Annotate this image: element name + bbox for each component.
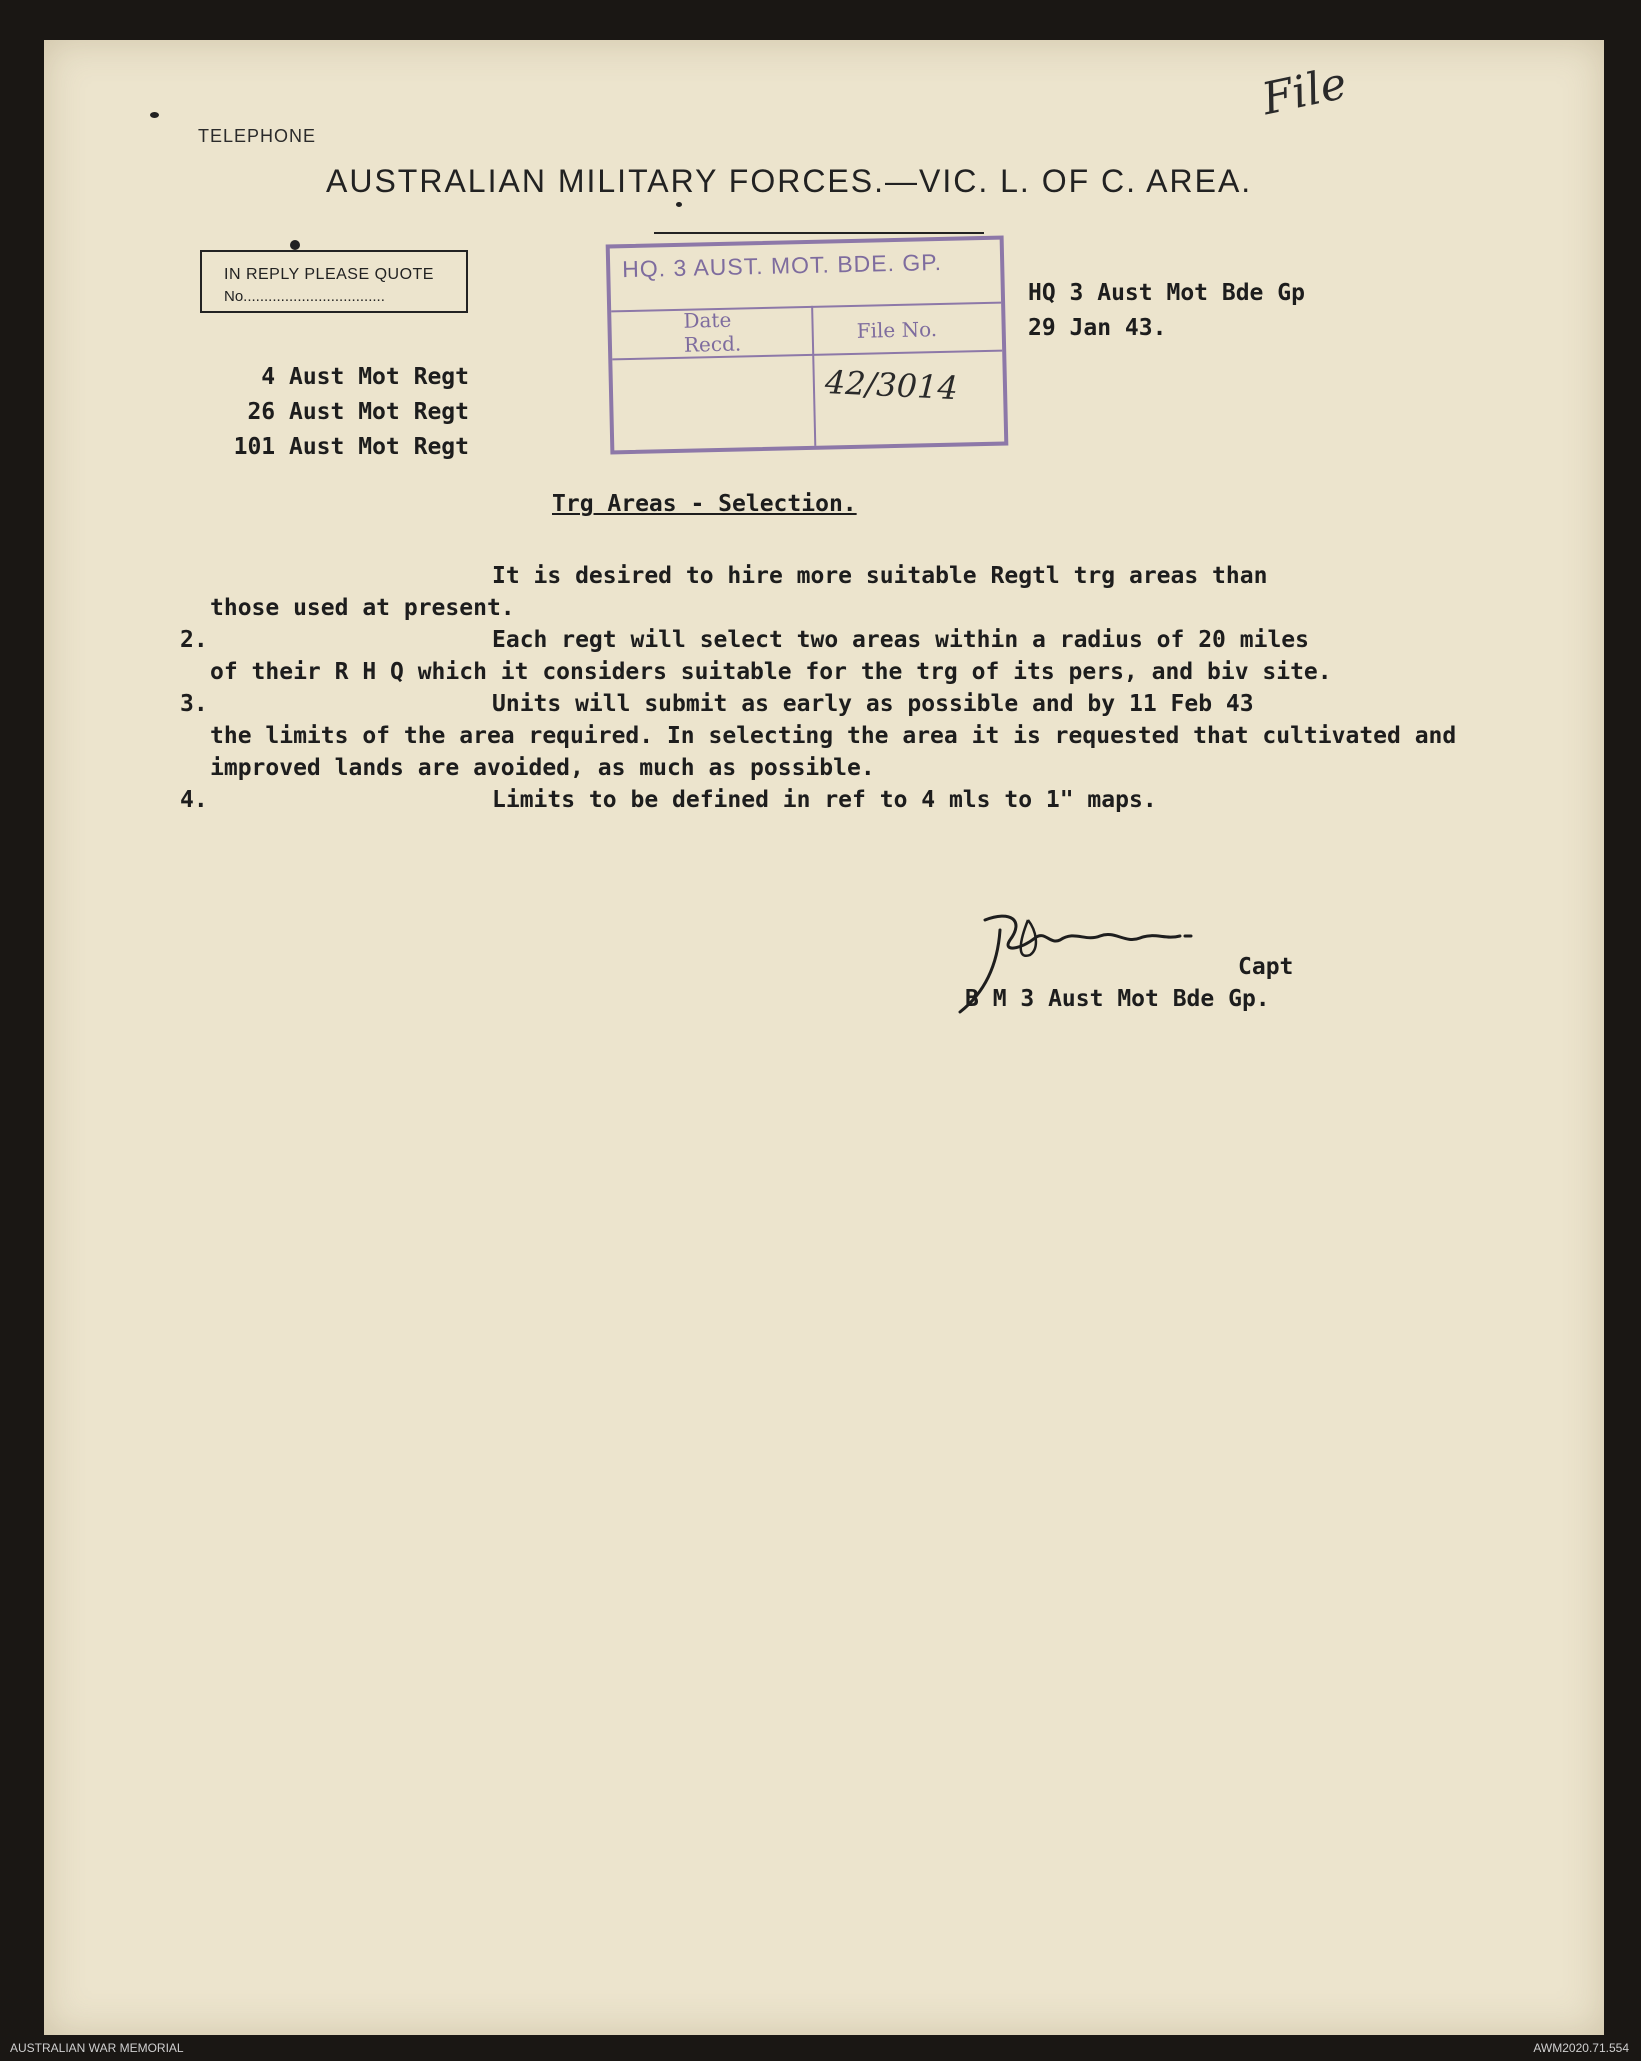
received-stamp	[606, 236, 1009, 455]
letter-date: 29 Jan 43.	[1028, 315, 1167, 341]
paragraph-1	[180, 560, 1480, 624]
stamp-date-label: Date Recd.	[683, 307, 742, 357]
stamp-title: HQ. 3 AUST. MOT. BDE. GP.	[621, 248, 943, 283]
paragraph-first-line: It is desired to hire more suitable Regtl trg areas than	[492, 563, 1268, 589]
telephone-label: TELEPHONE	[198, 126, 317, 146]
handwritten-file-note: File	[1257, 57, 1352, 126]
stamp-file-number: 42/3014	[824, 362, 959, 408]
stamp-file-label: File No.	[856, 317, 938, 343]
reply-quote-box	[200, 250, 468, 313]
paragraph-continuation: the limits of the area required. In selecting the area it is requested that cultivated and improved lands are avoided, as much as possible.	[210, 723, 1457, 781]
archive-credit: AUSTRALIAN WAR MEMORIAL	[10, 2041, 184, 2055]
addressee: 26 Aust Mot Regt	[247, 399, 469, 425]
signatory-title: B M 3 Aust Mot Bde Gp.	[965, 986, 1270, 1012]
ink-speck	[290, 240, 300, 250]
stamp-divider	[612, 350, 1002, 361]
subject-heading: Trg Areas - Selection.	[552, 491, 857, 517]
paragraph-number: 4.	[180, 787, 208, 813]
paragraph-continuation: of their R H Q which it considers suitable for the trg of its pers, and biv site.	[210, 659, 1332, 685]
reply-number-line: No..................................	[224, 288, 385, 305]
letter-body	[180, 560, 1480, 816]
addressee: 101 Aust Mot Regt	[233, 434, 469, 460]
stamp-divider	[811, 306, 816, 446]
ink-speck	[676, 202, 682, 207]
paragraph-continuation: those used at present.	[210, 595, 515, 621]
addressee: 4 Aust Mot Regt	[261, 364, 469, 390]
paragraph-first-line: Each regt will select two areas within a radius of 20 miles	[492, 627, 1309, 653]
stamp-divider	[611, 302, 1001, 313]
letterhead-title: AUSTRALIAN MILITARY FORCES.—VIC. L. OF C. AREA.	[326, 163, 1253, 199]
paragraph-number: 2.	[180, 627, 208, 653]
paragraph-number: 3.	[180, 691, 208, 717]
paragraph-first-line: Limits to be defined in ref to 4 mls to 1" maps.	[492, 787, 1157, 813]
paragraph-3	[180, 688, 1480, 784]
signatory-rank: Capt	[1238, 954, 1294, 980]
archive-reference: AWM2020.71.554	[1533, 2041, 1629, 2055]
sender-block	[1028, 276, 1305, 346]
paragraph-2	[180, 624, 1480, 688]
addressee-list	[184, 360, 469, 465]
paragraph-4	[180, 784, 1480, 816]
sender-hq: HQ 3 Aust Mot Bde Gp	[1028, 280, 1305, 306]
letterhead-rule	[654, 232, 984, 234]
paragraph-first-line: Units will submit as early as possible and by 11 Feb 43	[492, 691, 1254, 717]
reply-quote-label: IN REPLY PLEASE QUOTE	[224, 266, 434, 283]
ink-speck	[150, 112, 159, 118]
